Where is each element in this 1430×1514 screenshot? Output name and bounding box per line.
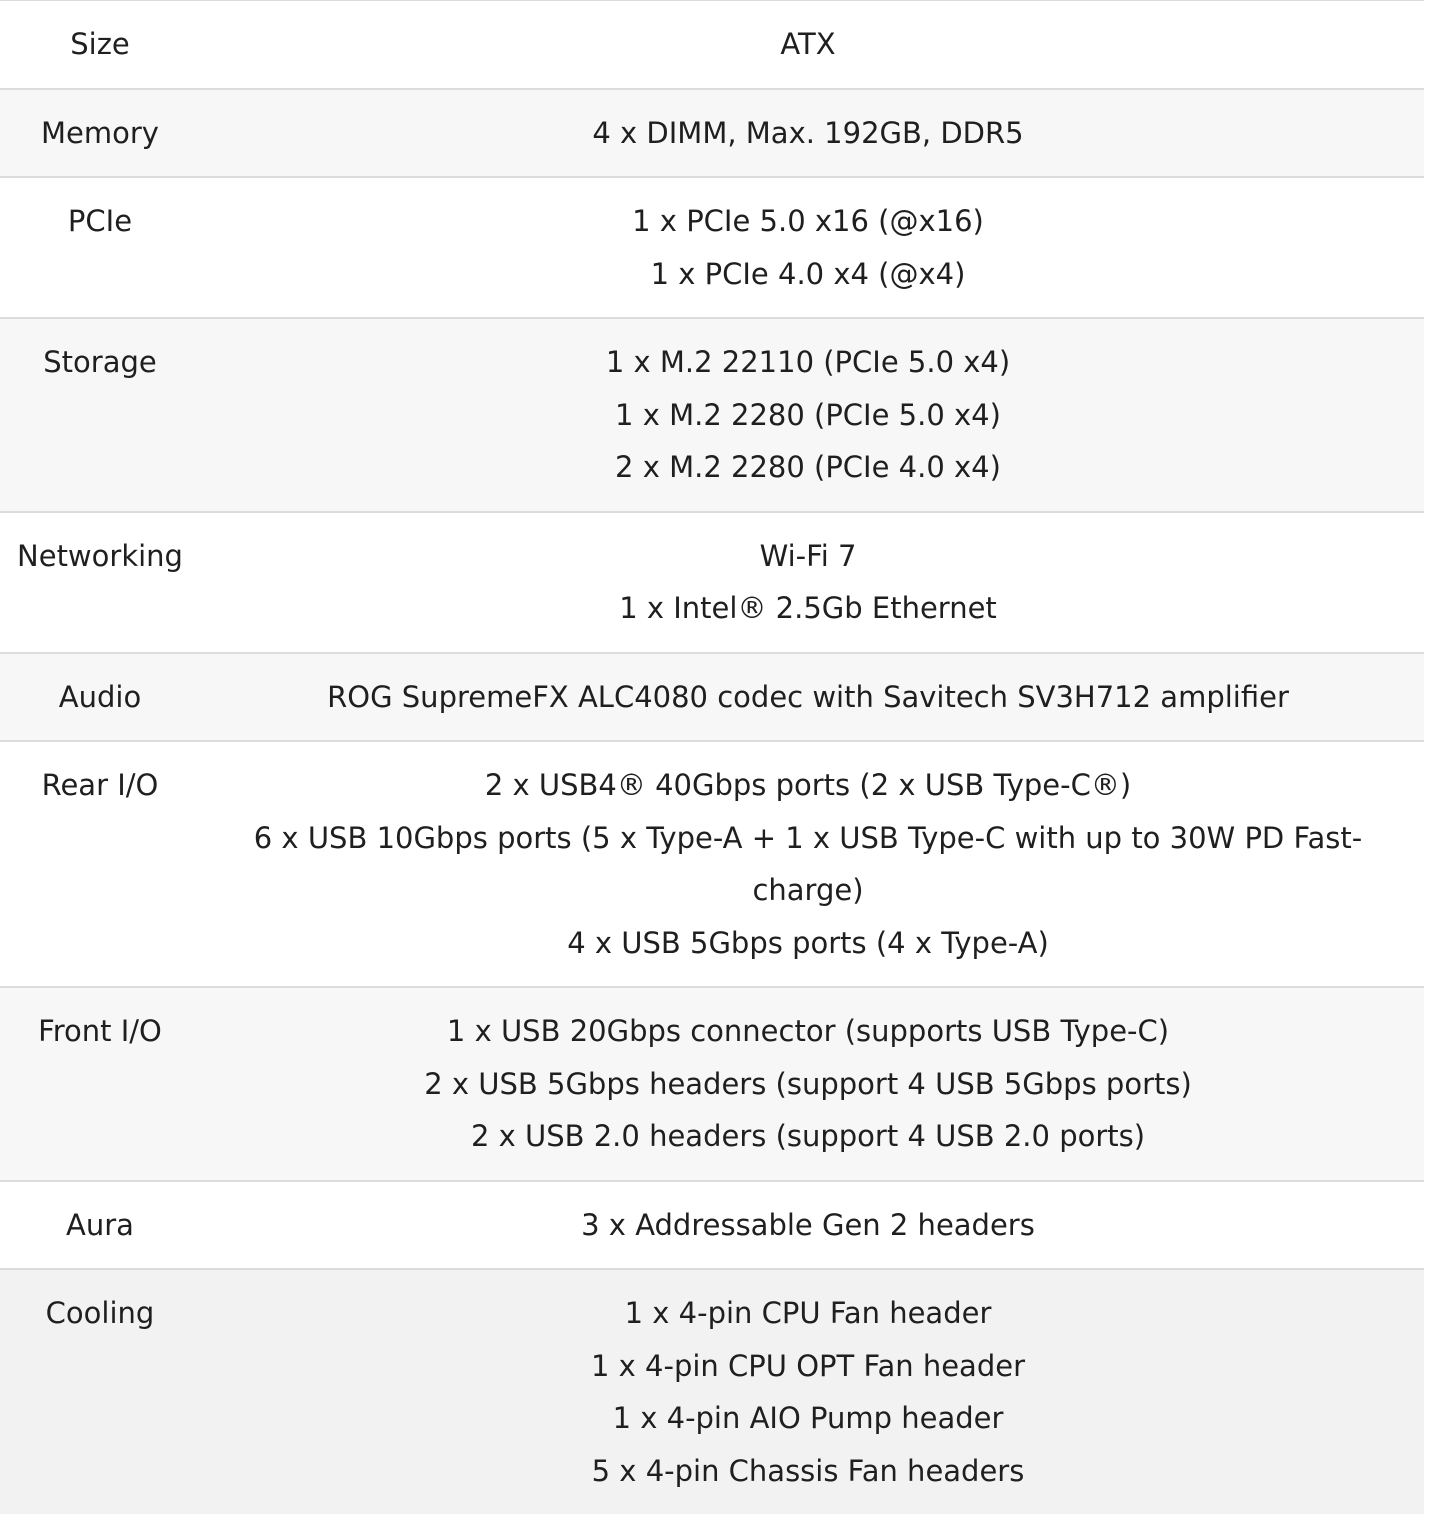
spec-row-front-io	[0, 988, 1424, 1182]
spec-label: PCIe	[67, 204, 133, 238]
spec-label: Aura	[66, 1207, 134, 1242]
spec-value: Wi-Fi 7	[759, 538, 857, 573]
spec-value: 1 x M.2 2280 (PCIe 5.0 x4)	[615, 397, 1001, 432]
spec-label: Storage	[43, 345, 157, 379]
spec-value: 5 x 4-pin Chassis Fan headers	[591, 1453, 1025, 1488]
spec-row-networking	[0, 513, 1424, 654]
spec-values	[192, 1270, 1424, 1514]
spec-label: Cooling	[45, 1296, 155, 1330]
spec-value: 4 x DIMM, Max. 192GB, DDR5	[592, 115, 1024, 150]
spec-values	[192, 513, 1424, 652]
spec-values	[192, 1, 1424, 88]
spec-label: Memory	[41, 115, 159, 150]
spec-label: Front I/O	[38, 1014, 162, 1048]
spec-value: 2 x M.2 2280 (PCIe 4.0 x4)	[615, 450, 1001, 484]
spec-value: 1 x Intel® 2.5Gb Ethernet	[619, 591, 997, 625]
spec-label: Audio	[58, 679, 142, 714]
spec-values	[192, 742, 1424, 986]
spec-values	[192, 319, 1424, 511]
spec-value: 6 x USB 10Gbps ports (5 x Type-A + 1 x USB Type-C with up to 30W PD Fast-charge)	[253, 820, 1363, 907]
spec-value: 1 x M.2 22110 (PCIe 5.0 x4)	[605, 345, 1011, 379]
spec-value: 2 x USB 2.0 headers (support 4 USB 2.0 ports)	[470, 1119, 1146, 1153]
spec-value: 3 x Addressable Gen 2 headers	[581, 1207, 1035, 1242]
spec-row-aura	[0, 1182, 1424, 1271]
spec-row-pcie	[0, 178, 1424, 319]
spec-value: 1 x USB 20Gbps connector (supports USB Type-C)	[446, 1014, 1170, 1048]
spec-row-storage	[0, 319, 1424, 513]
spec-value: 1 x 4-pin AIO Pump header	[612, 1401, 1004, 1435]
spec-label: Networking	[17, 538, 183, 573]
spec-label: Rear I/O	[41, 768, 159, 802]
spec-values	[192, 988, 1424, 1180]
spec-row-size	[0, 1, 1424, 90]
spec-value: 1 x 4-pin CPU Fan header	[624, 1296, 992, 1330]
spec-value: ROG SupremeFX ALC4080 codec with Savitech SV3H712 amplifier	[327, 679, 1289, 714]
spec-value: 1 x PCIe 4.0 x4 (@x4)	[650, 256, 966, 291]
spec-values	[192, 178, 1424, 317]
spec-value: 1 x PCIe 5.0 x16 (@x16)	[632, 204, 984, 238]
spec-value: 2 x USB4® 40Gbps ports (2 x USB Type-C®)	[484, 768, 1132, 802]
spec-label: Size	[70, 27, 130, 61]
spec-values	[192, 1182, 1424, 1269]
spec-values	[192, 654, 1424, 741]
spec-row-memory	[0, 90, 1424, 179]
spec-value: ATX	[780, 27, 836, 61]
spec-row-audio	[0, 654, 1424, 743]
spec-row-rear-io	[0, 742, 1424, 988]
spec-row-cooling	[0, 1270, 1424, 1514]
spec-value: 4 x USB 5Gbps ports (4 x Type-A)	[567, 925, 1049, 960]
spec-values	[192, 90, 1424, 177]
spec-value: 1 x 4-pin CPU OPT Fan header	[590, 1348, 1025, 1383]
spec-value: 2 x USB 5Gbps headers (support 4 USB 5Gbps ports)	[424, 1066, 1192, 1101]
